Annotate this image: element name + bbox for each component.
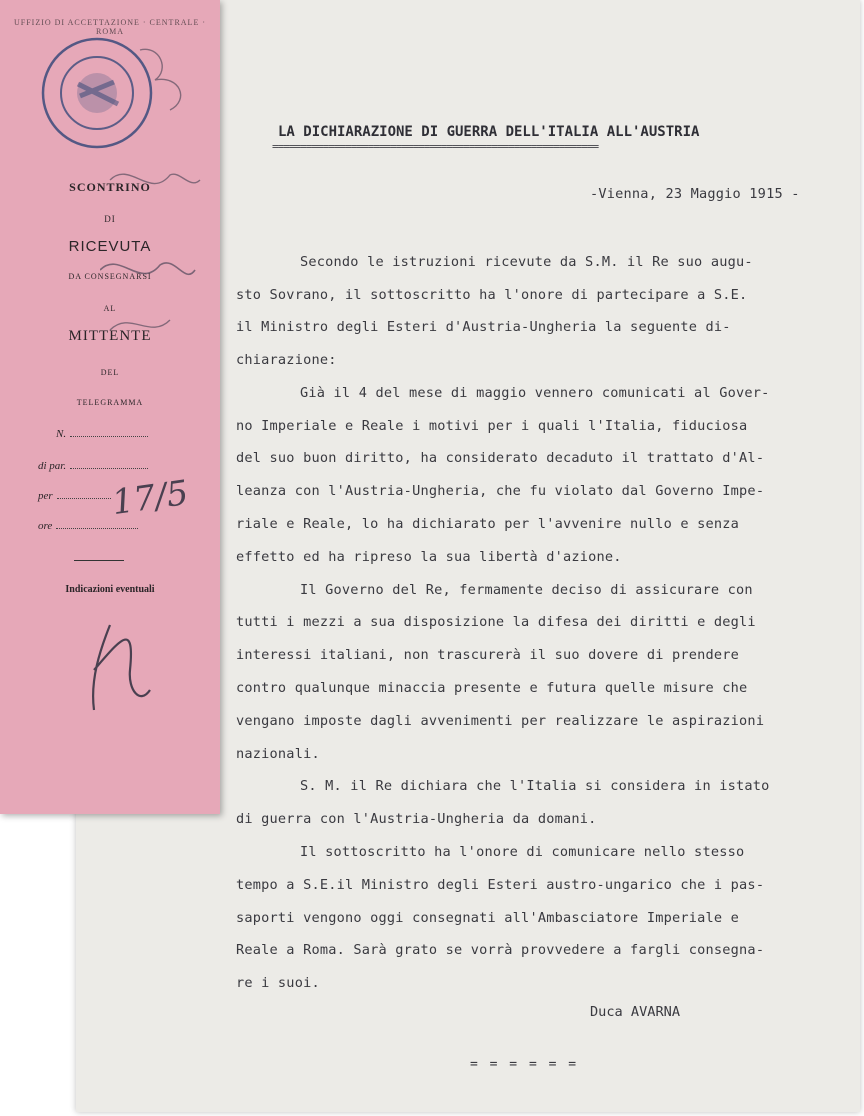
letter-line: re i suoi. (236, 975, 320, 991)
receipt-da-consegnarsi: DA CONSEGNARSI (68, 272, 152, 281)
letter-line: riale e Reale, lo ha dichiarato per l'avvenire nullo e senza (236, 516, 740, 532)
field-par-label: di par. (38, 460, 67, 472)
letter-line: S. M. il Re dichiara che l'Italia si considera in istato (300, 778, 770, 794)
letter-line: Il Governo del Re, fermamente deciso di assicurare con (300, 582, 753, 598)
receipt-field-par (38, 460, 148, 472)
receipt-field-per (38, 490, 111, 502)
title-double-rule: ========================================================== (272, 140, 599, 153)
letter-line: tutti i mezzi a sua disposizione la difesa dei diritti e degli (236, 614, 756, 630)
letter-line: saporti vengono oggi consegnati all'Ambasciatore Imperiale e (236, 910, 740, 926)
receipt-ricevuta: RICEVUTA (68, 238, 152, 255)
letter-line: leanza con l'Austria-Ungheria, che fu violato dal Governo Impe- (236, 483, 765, 499)
handwritten-annotations-icon (100, 40, 210, 360)
letter-line: nazionali. (236, 746, 320, 762)
letter-line: effetto ed ha ripreso la sua libertà d'azione. (236, 549, 622, 565)
letter-line: no Imperiale e Reale i motivi per i quali l'Italia, fiduciosa (236, 418, 748, 434)
letter-line: il Ministro degli Esteri d'Austria-Ungheria la seguente di- (236, 319, 731, 335)
field-per-label: per (38, 490, 53, 502)
receipt-divider (74, 560, 124, 561)
letter-line: contro qualunque minaccia presente e futura quelle misure che (236, 680, 748, 696)
letter-title: LA DICHIARAZIONE DI GUERRA DELL'ITALIA ALL'AUSTRIA (278, 124, 700, 140)
letter-line: Secondo le istruzioni ricevute da S.M. il Re suo augu- (300, 254, 753, 270)
end-mark: = = = = = = (470, 1057, 579, 1072)
letter-line: del suo buon diritto, ha considerato decaduto il trattato d'Al- (236, 450, 765, 466)
letter-line: Reale a Roma. Sarà grato se vorrà provvedere a fargli consegna- (236, 942, 765, 958)
receipt-header: SCONTRINO (69, 180, 151, 194)
letter-line: sto Sovrano, il sottoscritto ha l'onore di partecipare a S.E. (236, 287, 748, 303)
receipt-telegramma: TELEGRAMMA (76, 398, 144, 407)
letter-line: tempo a S.E.il Ministro degli Esteri austro-ungarico che i pas- (236, 877, 765, 893)
letter-line: Il sottoscritto ha l'onore di comunicare nello stesso (300, 844, 745, 860)
handwritten-initial-icon (80, 610, 160, 720)
receipt-del: DEL (100, 368, 120, 377)
letter-line: Già il 4 del mese di maggio vennero comunicati al Gover- (300, 385, 770, 401)
field-ore-label: ore (38, 520, 53, 532)
receipt-mittente: MITTENTE (68, 328, 152, 344)
stamp-legend: UFFIZIO DI ACCETTAZIONE · CENTRALE · ROMA (13, 18, 206, 36)
letter-line: chiarazione: (236, 352, 337, 368)
receipt-di: DI (104, 214, 116, 224)
telegram-receipt-slip (0, 0, 220, 814)
signature: Duca AVARNA (590, 1004, 681, 1020)
letter-date: -Vienna, 23 Maggio 1915 - (590, 186, 800, 202)
receipt-indicazioni: Indicazioni eventuali (65, 584, 155, 595)
field-n-label: N. (56, 428, 67, 440)
handwritten-per-value: 17/5 (109, 472, 191, 524)
receipt-field-n (56, 428, 148, 440)
receipt-al: AL (103, 304, 117, 313)
letter-line: interessi italiani, non trascurerà il suo dovere di prendere (236, 647, 740, 663)
letter-line: di guerra con l'Austria-Ungheria da domani. (236, 811, 597, 827)
letter-line: vengano imposte dagli avvenimenti per realizzare le aspirazioni (236, 713, 765, 729)
